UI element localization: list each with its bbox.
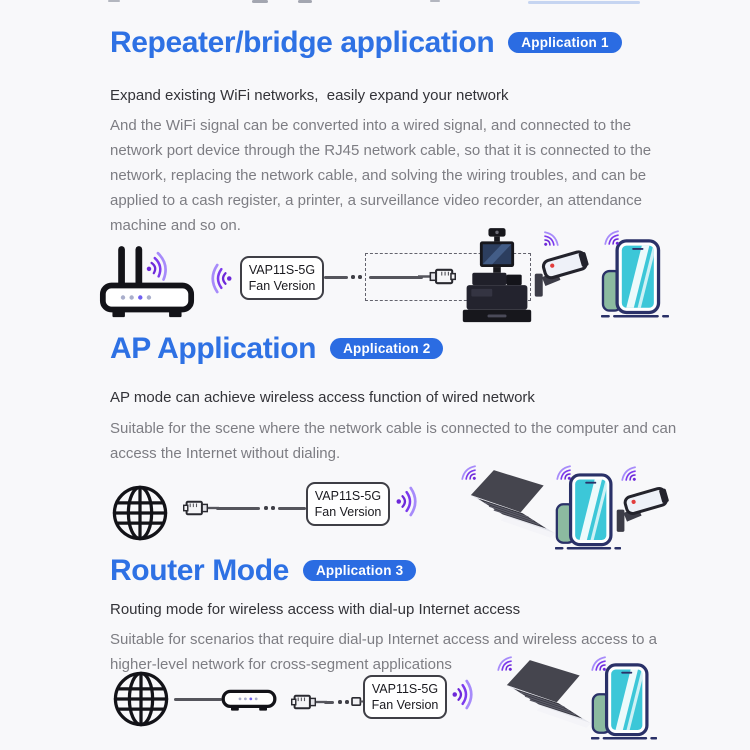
cropped-text-artifact [108,0,120,2]
wifi-signal-icon [451,678,481,711]
cable-dot [351,275,355,279]
cable-dot [358,275,362,279]
wifi-signal-icon [203,262,233,295]
network-cable [278,507,306,510]
wifi-signal-icon [142,247,178,286]
device-label-line2: Fan Version [248,279,316,293]
application-badge: Application 2 [330,338,443,359]
network-cable [324,276,348,279]
section-title: Router Mode [110,554,289,587]
device-label-line2: Fan Version [371,698,439,712]
section-subtitle: Expand existing WiFi networks, easily expand your network [110,87,509,104]
cropped-text-artifact [528,1,640,4]
internet-globe-icon [109,482,171,544]
section-heading-row [110,332,443,365]
network-cable [174,698,222,701]
laptop-icon [503,660,595,737]
wifi-signal-icon [395,485,425,518]
diagram-ap-mode [95,458,675,554]
laptop-icon [467,470,559,547]
device-label [363,675,447,719]
application-badge: Application 3 [303,560,416,581]
section-heading-row [110,26,622,59]
device-label [240,256,324,300]
modem-icon [221,689,277,713]
section-body: And the WiFi signal can be converted into a wired signal, and connected to the network port device through the RJ45 network cable, so that it is connected to the network, replacing the network cable, and solving the wiring troubles, and can be applied to a cash register, a printer, a surveillance video recorder, an attendance machine and so on. [110,117,652,234]
cable-dot [264,506,268,510]
section-subtitle: AP mode can achieve wireless access function of wired network [110,389,535,406]
device-label-line1: VAP11S-5G [371,681,439,696]
cropped-text-artifact [430,0,440,2]
diagram-repeater-bridge [95,226,670,330]
application-badge: Application 1 [508,32,621,53]
section-body: Suitable for the scene where the network cable is connected to the computer and can access the Internet without dialing. [110,420,677,462]
cropped-text-artifact [298,0,312,3]
rj45-plug-icon [183,497,219,519]
pos-cash-register-icon [459,228,535,327]
cropped-text-artifact [252,0,268,3]
cable-dot [338,700,342,704]
cctv-camera-icon [533,238,595,304]
rj45-plug-icon [418,265,456,288]
cable-dot [345,700,349,704]
wired-zone-outline [365,253,531,301]
section-body: Suitable for scenarios that require dial-up Internet access and wireless access to a higher-level network for cross-segment applications [110,631,657,673]
diagram-router-mode [95,653,689,750]
rj45-plug-icon [291,691,327,713]
network-cable [216,507,260,510]
device-label [306,482,390,526]
network-cable [369,276,423,279]
section-heading-row [110,554,416,587]
section-title: Repeater/bridge application [110,26,495,59]
device-label-line2: Fan Version [314,505,382,519]
section-subtitle: Routing mode for wireless access with dial-up Internet access [110,601,521,618]
device-label-line1: VAP11S-5G [314,488,382,503]
cable-dot [271,506,275,510]
section-title: AP Application [110,332,317,365]
network-cable [324,701,334,704]
device-label-line1: VAP11S-5G [248,262,316,277]
internet-globe-icon [110,668,172,730]
